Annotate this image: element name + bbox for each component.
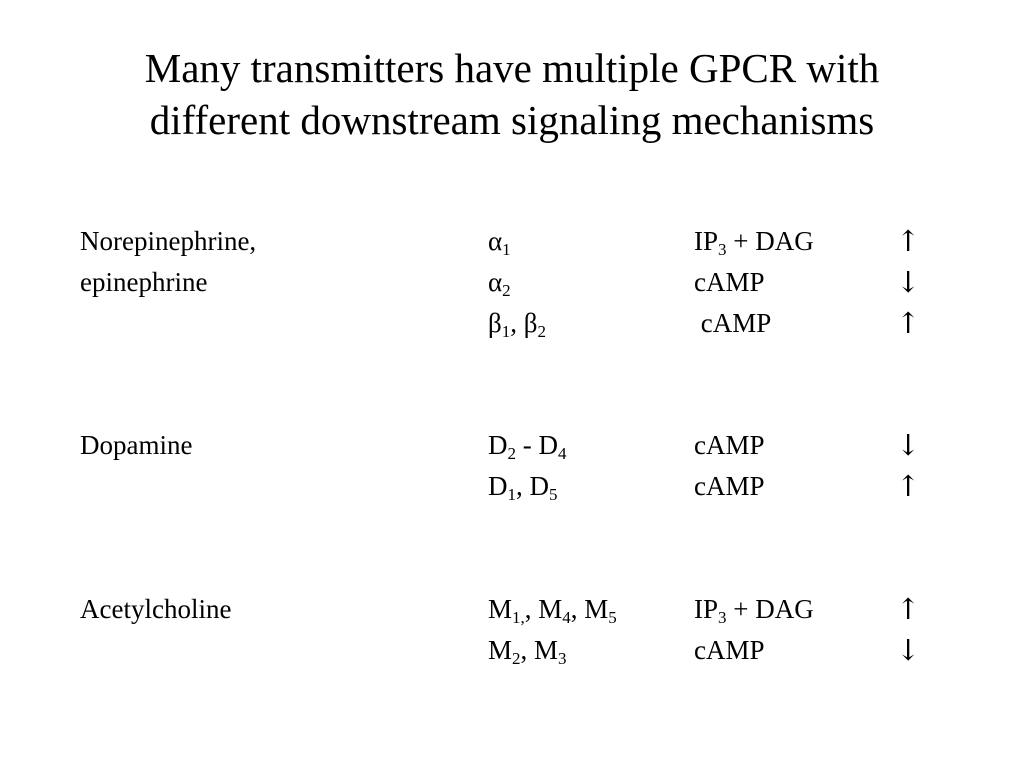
text-segment: β [488, 308, 502, 338]
text-segment: , β [510, 308, 538, 338]
arrow-up-icon: ↑ [896, 592, 921, 626]
subscript: 1 [502, 240, 511, 259]
text-segment: IP [694, 594, 719, 624]
text-segment: α [488, 226, 503, 256]
text-segment: M [488, 635, 513, 665]
text-segment: cAMP [694, 308, 772, 338]
subscript: 3 [718, 608, 727, 627]
mechanism-cell [694, 265, 765, 299]
subscript: 4 [562, 608, 571, 627]
subscript: 4 [558, 444, 567, 463]
mechanism-cell [694, 428, 765, 462]
text-segment: , M [570, 594, 609, 624]
text-segment: + DAG [726, 594, 814, 624]
page-title [0, 42, 1024, 146]
receptor-cell [488, 265, 511, 299]
title-line-1: Many transmitters have multiple GPCR with [144, 45, 880, 91]
text-segment: D [488, 471, 508, 501]
mechanism-cell [694, 306, 771, 340]
transmitter-cell: epinephrine [80, 267, 208, 297]
transmitter-cell: Dopamine [80, 430, 193, 460]
text-segment: , M [520, 635, 559, 665]
text-segment: cAMP [694, 635, 765, 665]
text-segment: M [488, 594, 513, 624]
subscript: 3 [558, 649, 567, 668]
transmitter-cell: Norepinephrine, [80, 226, 257, 256]
mechanism-cell [694, 633, 765, 667]
title-line-2: different downstream signaling mechanisms [149, 97, 875, 143]
transmitter-cell: Acetylcholine [80, 594, 232, 624]
subscript: 5 [549, 485, 558, 504]
mechanism-cell [694, 224, 814, 258]
subscript: 1 [501, 322, 511, 341]
arrow-up-icon: ↑ [896, 224, 921, 258]
subscript: 2 [507, 444, 516, 463]
text-segment: cAMP [694, 471, 765, 501]
arrow-down-icon: ↓ [896, 428, 921, 462]
arrow-up-icon: ↑ [896, 469, 921, 503]
mechanism-cell [694, 592, 814, 626]
receptor-cell [488, 224, 511, 258]
text-segment: cAMP [694, 430, 765, 460]
arrow-up-icon: ↑ [896, 306, 921, 340]
arrow-down-icon: ↓ [896, 633, 921, 667]
receptor-cell [488, 633, 567, 667]
subscript: 1, [512, 608, 525, 627]
receptor-cell [488, 592, 617, 626]
subscript: 2 [537, 322, 546, 341]
subscript: 5 [608, 608, 617, 627]
subscript: 1 [507, 485, 516, 504]
subscript: 3 [718, 240, 727, 259]
receptor-cell [488, 428, 567, 462]
mechanism-cell [694, 469, 765, 503]
text-segment: - D [516, 430, 558, 460]
text-segment: , D [516, 471, 549, 501]
text-segment: , M [524, 594, 563, 624]
text-segment: cAMP [694, 267, 765, 297]
text-segment: + DAG [726, 226, 814, 256]
text-segment: IP [694, 226, 719, 256]
arrow-down-icon: ↓ [896, 265, 921, 299]
subscript: 2 [502, 281, 511, 300]
text-segment: α [488, 267, 503, 297]
text-segment: D [488, 430, 508, 460]
receptor-cell [488, 306, 546, 340]
subscript: 2 [512, 649, 521, 668]
receptor-cell [488, 469, 558, 503]
